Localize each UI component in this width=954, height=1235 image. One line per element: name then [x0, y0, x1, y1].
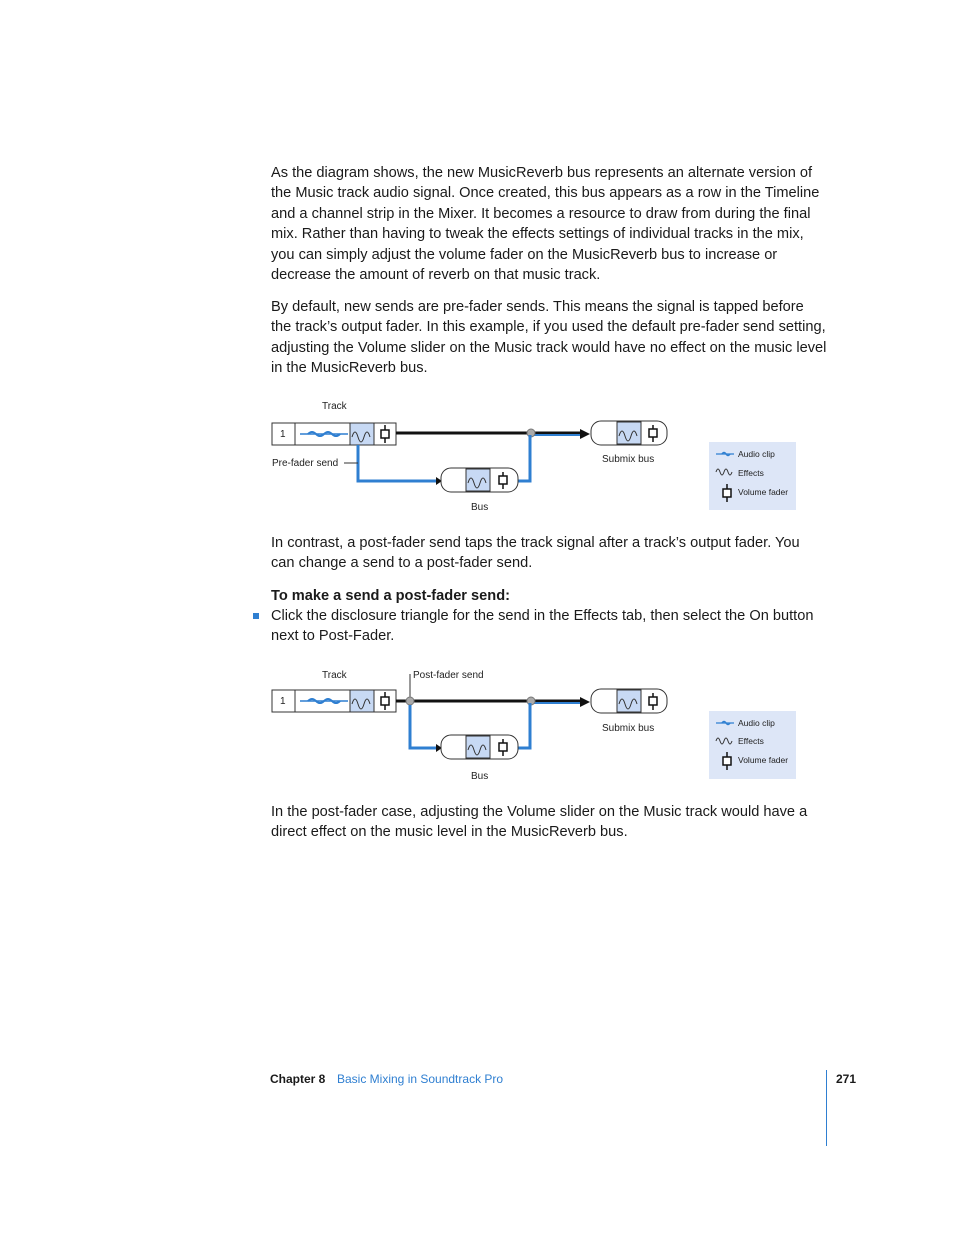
footer-chapter: Chapter 8: [270, 1072, 326, 1086]
track-label: Track: [322, 401, 347, 412]
legend-effects: Effects: [738, 468, 764, 478]
send-path: [410, 705, 438, 748]
legend-volume-fader: Volume fader: [738, 755, 789, 765]
send-tap-dot: [406, 697, 414, 705]
bus-return-path: [518, 435, 530, 481]
track-label: Track: [322, 670, 347, 681]
track-number: 1: [280, 696, 286, 707]
bullet-step: Click the disclosure triangle for the send in the Effects tab, then select the On button next to Post-Fader.: [271, 608, 814, 645]
legend: [709, 442, 796, 510]
legend-audio-clip: Audio clip: [738, 449, 775, 459]
footer-chapter-title: Basic Mixing in Soundtrack Pro: [337, 1072, 504, 1086]
bullet-marker: [253, 613, 259, 619]
task-heading: To make a send a post-fader send:: [271, 588, 510, 604]
intro-paragraph: As the diagram shows, the new MusicReverb bus represents an alternate version of the Music track audio signal. Once created, this bus appears as a row in the Timeline and a channel strip in the Mixer. It becomes a resource to draw from during the final mix. Rather than having to tweak the effects settings of individual tracks in the mix, you can simply adjust the volume fader on the MusicReverb bus to increase or decrease the amount of reverb on that music track.: [271, 165, 820, 284]
page-number: 271: [836, 1072, 857, 1086]
pre-fader-send-diagram: [260, 395, 805, 525]
submix-label: Submix bus: [602, 454, 655, 465]
legend-effects: Effects: [738, 736, 764, 746]
post-fader-intro-paragraph: In contrast, a post-fader send taps the track signal after a track’s output fader. You can change a send to a post-fader send.: [271, 535, 800, 572]
submix-label: Submix bus: [602, 723, 655, 734]
legend-volume-fader: Volume fader: [738, 487, 789, 497]
bus-return-path: [518, 703, 530, 748]
track-number: 1: [280, 429, 286, 440]
post-fader-send-diagram: [260, 664, 805, 794]
send-path: [358, 445, 438, 481]
footer-divider: [826, 1070, 827, 1146]
legend-audio-clip: Audio clip: [738, 718, 775, 728]
arrowhead: [580, 697, 590, 707]
arrowhead: [580, 429, 590, 439]
send-label: Pre-fader send: [272, 458, 339, 469]
bus-label: Bus: [471, 771, 489, 782]
post-fader-result-paragraph: In the post-fader case, adjusting the Volume slider on the Music track would have a direct effect on the music level in the MusicReverb bus.: [271, 804, 808, 841]
legend: [709, 711, 796, 779]
pre-fader-paragraph: By default, new sends are pre-fader sends. This means the signal is tapped before the track’s output fader. In this example, if you used the default pre-fader send setting, adjusting the Volume slider on the Music track would have no effect on the music level in the MusicReverb bus.: [271, 299, 827, 377]
bus-label: Bus: [471, 502, 489, 513]
send-label: Post-fader send: [413, 670, 484, 681]
